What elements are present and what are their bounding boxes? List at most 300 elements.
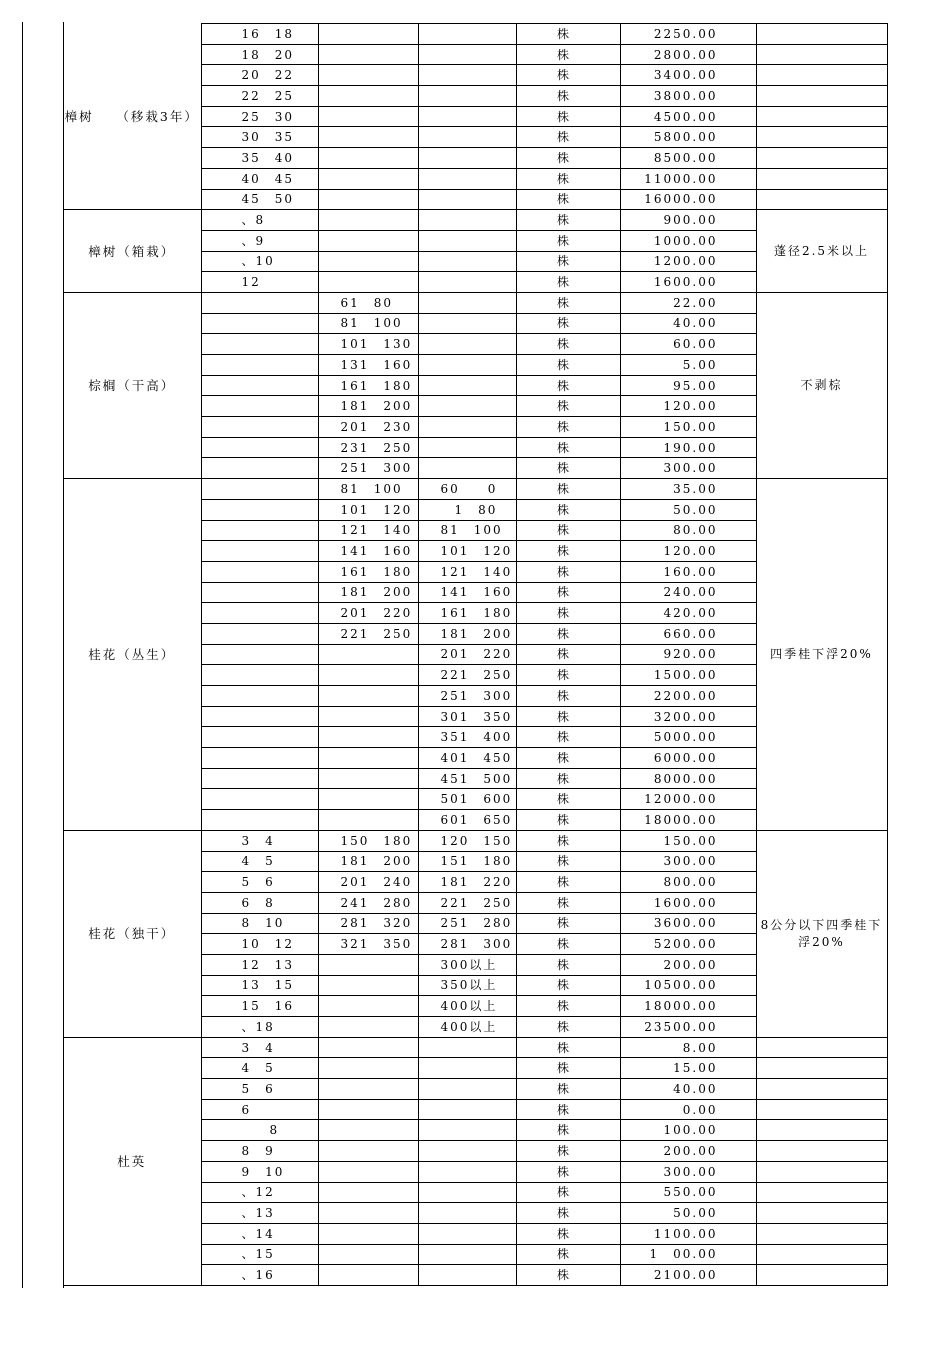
price-cell: 23500.00 [620,1017,756,1038]
price-cell: 2200.00 [620,686,756,707]
spec-cell: 、16 [201,1265,318,1286]
unit-cell: 株 [516,810,620,831]
spec-cell [201,748,318,769]
unit-cell: 株 [516,210,620,231]
price-table-body [63,24,887,1286]
note-cell: 8公分以下四季桂下浮20% [756,830,887,1037]
note-cell [756,1037,887,1058]
height1-cell [318,1244,418,1265]
height2-cell: 181 220 [418,872,516,893]
unit-cell: 株 [516,1141,620,1162]
height1-cell: 281 320 [318,913,418,934]
unit-cell: 株 [516,1079,620,1100]
height2-cell: 151 180 [418,851,516,872]
height1-cell: 121 140 [318,520,418,541]
height2-cell: 251 300 [418,686,516,707]
note-cell [756,168,887,189]
unit-cell: 株 [516,748,620,769]
spec-cell: 、8 [201,210,318,231]
unit-cell: 株 [516,582,620,603]
height1-cell [318,706,418,727]
price-cell: 60.00 [620,334,756,355]
unit-cell: 株 [516,1161,620,1182]
spec-cell: 6 [201,1099,318,1120]
price-cell: 5800.00 [620,127,756,148]
unit-cell: 株 [516,86,620,107]
spec-cell [201,417,318,438]
unit-cell: 株 [516,313,620,334]
unit-cell: 株 [516,44,620,65]
unit-cell: 株 [516,292,620,313]
unit-cell: 株 [516,872,620,893]
note-cell [756,106,887,127]
spec-cell [201,623,318,644]
height1-cell [318,1099,418,1120]
unit-cell: 株 [516,1244,620,1265]
height1-cell [318,748,418,769]
unit-cell: 株 [516,230,620,251]
height1-cell [318,1017,418,1038]
height2-cell: 400以上 [418,1017,516,1038]
height2-cell: 161 180 [418,603,516,624]
height2-cell [418,106,516,127]
outer-border-line [22,22,23,1288]
price-cell: 550.00 [620,1182,756,1203]
table-row [63,1037,887,1058]
height2-cell [418,458,516,479]
height2-cell [418,313,516,334]
price-cell: 200.00 [620,1141,756,1162]
price-cell: 920.00 [620,644,756,665]
price-cell: 3600.00 [620,913,756,934]
spec-cell: 、9 [201,230,318,251]
table-row [63,24,887,45]
note-cell [756,189,887,210]
group-name-cell: 棕榈（干高） [63,292,201,478]
spec-cell: 4 5 [201,851,318,872]
unit-cell: 株 [516,1203,620,1224]
unit-cell: 株 [516,892,620,913]
height1-cell [318,1203,418,1224]
spec-cell [201,686,318,707]
height1-cell [318,127,418,148]
unit-cell: 株 [516,644,620,665]
price-cell: 420.00 [620,603,756,624]
spec-cell [201,727,318,748]
height1-cell [318,44,418,65]
unit-cell: 株 [516,1058,620,1079]
height1-cell [318,996,418,1017]
price-cell: 8500.00 [620,148,756,169]
price-cell: 3800.00 [620,86,756,107]
unit-cell: 株 [516,272,620,293]
spec-cell: 40 45 [201,168,318,189]
group-name-cell: 樟树 （移栽3年） [63,24,201,210]
spec-cell: 30 35 [201,127,318,148]
price-cell: 1100.00 [620,1223,756,1244]
unit-cell: 株 [516,851,620,872]
price-cell: 35.00 [620,479,756,500]
price-cell: 50.00 [620,1203,756,1224]
price-cell: 12000.00 [620,789,756,810]
unit-cell: 株 [516,1120,620,1141]
height1-cell: 161 180 [318,561,418,582]
height2-cell [418,210,516,231]
height2-cell [418,168,516,189]
height2-cell [418,1037,516,1058]
unit-cell: 株 [516,706,620,727]
price-cell: 160.00 [620,561,756,582]
height2-cell [418,1182,516,1203]
spec-cell: 12 [201,272,318,293]
note-cell [756,1058,887,1079]
height2-cell [418,251,516,272]
height1-cell [318,1265,418,1286]
unit-cell: 株 [516,499,620,520]
spec-cell [201,292,318,313]
note-cell [756,1161,887,1182]
height1-cell: 61 80 [318,292,418,313]
price-cell: 4500.00 [620,106,756,127]
height2-cell: 201 220 [418,644,516,665]
unit-cell: 株 [516,355,620,376]
height2-cell: 60 0 [418,479,516,500]
price-cell: 5.00 [620,355,756,376]
table-row [63,210,887,231]
note-cell [756,1203,887,1224]
height2-cell [418,396,516,417]
unit-cell: 株 [516,65,620,86]
height2-cell [418,355,516,376]
height1-cell: 321 350 [318,934,418,955]
height1-cell [318,665,418,686]
height1-cell: 81 100 [318,313,418,334]
height2-cell: 451 500 [418,768,516,789]
height1-cell [318,272,418,293]
spec-cell: 45 50 [201,189,318,210]
height2-cell: 251 280 [418,913,516,934]
unit-cell: 株 [516,479,620,500]
spec-cell [201,644,318,665]
height1-cell: 181 200 [318,851,418,872]
height2-cell [418,148,516,169]
unit-cell: 株 [516,1182,620,1203]
spec-cell [201,396,318,417]
spec-cell [201,561,318,582]
spec-cell: 3 4 [201,1037,318,1058]
height1-cell [318,86,418,107]
note-cell [756,1099,887,1120]
height1-cell: 161 180 [318,375,418,396]
table-row [63,292,887,313]
price-cell: 11000.00 [620,168,756,189]
spec-cell: 8 10 [201,913,318,934]
spec-cell: 6 8 [201,892,318,913]
height2-cell: 221 250 [418,892,516,913]
spec-cell: 、18 [201,1017,318,1038]
height1-cell [318,1182,418,1203]
height2-cell [418,127,516,148]
spec-cell: 20 22 [201,65,318,86]
height2-cell [418,24,516,45]
price-cell: 18000.00 [620,810,756,831]
unit-cell: 株 [516,665,620,686]
price-cell: 800.00 [620,872,756,893]
spec-cell: 5 6 [201,1079,318,1100]
height2-cell [418,65,516,86]
note-cell: 蓬径2.5米以上 [756,210,887,293]
unit-cell: 株 [516,458,620,479]
spec-cell [201,313,318,334]
height1-cell: 201 240 [318,872,418,893]
height1-cell [318,644,418,665]
height1-cell [318,230,418,251]
unit-cell: 株 [516,1099,620,1120]
height1-cell [318,210,418,231]
spec-cell: 15 16 [201,996,318,1017]
height2-cell: 121 140 [418,561,516,582]
height2-cell [418,292,516,313]
unit-cell: 株 [516,1037,620,1058]
price-cell: 18000.00 [620,996,756,1017]
spec-cell: 12 13 [201,954,318,975]
spec-cell [201,458,318,479]
spec-cell: 4 5 [201,1058,318,1079]
unit-cell: 株 [516,789,620,810]
spec-cell [201,479,318,500]
height1-cell [318,106,418,127]
height1-cell: 81 100 [318,479,418,500]
table-row [63,830,887,851]
height1-cell [318,789,418,810]
price-cell: 1600.00 [620,892,756,913]
height2-cell [418,44,516,65]
height2-cell: 300以上 [418,954,516,975]
spec-cell: 、12 [201,1182,318,1203]
unit-cell: 株 [516,106,620,127]
price-cell: 40.00 [620,1079,756,1100]
price-cell: 8000.00 [620,768,756,789]
spec-cell [201,789,318,810]
height1-cell [318,768,418,789]
spec-cell: 9 10 [201,1161,318,1182]
unit-cell: 株 [516,727,620,748]
table-row [63,479,887,500]
price-cell: 100.00 [620,1120,756,1141]
price-cell: 2800.00 [620,44,756,65]
height1-cell: 150 180 [318,830,418,851]
unit-cell: 株 [516,768,620,789]
spec-cell [201,334,318,355]
height1-cell [318,1141,418,1162]
height1-cell [318,975,418,996]
unit-cell: 株 [516,520,620,541]
group-name-cell: 樟树（箱栽） [63,210,201,293]
price-cell: 1500.00 [620,665,756,686]
height1-cell [318,65,418,86]
note-cell [756,24,887,45]
price-cell: 300.00 [620,851,756,872]
price-cell: 2250.00 [620,24,756,45]
spec-cell: 13 15 [201,975,318,996]
unit-cell: 株 [516,830,620,851]
price-cell: 300.00 [620,1161,756,1182]
height1-cell [318,727,418,748]
price-cell: 22.00 [620,292,756,313]
note-cell [756,148,887,169]
price-cell: 80.00 [620,520,756,541]
height1-cell: 181 200 [318,396,418,417]
height1-cell [318,1223,418,1244]
unit-cell: 株 [516,1265,620,1286]
height1-cell [318,168,418,189]
unit-cell: 株 [516,996,620,1017]
group-name-cell: 桂花（丛生） [63,479,201,831]
spec-cell: 、13 [201,1203,318,1224]
spec-cell: 5 6 [201,872,318,893]
height2-cell: 181 200 [418,623,516,644]
unit-cell: 株 [516,334,620,355]
height2-cell [418,437,516,458]
spec-cell [201,437,318,458]
price-cell: 5200.00 [620,934,756,955]
height1-cell [318,189,418,210]
height1-cell [318,1079,418,1100]
note-cell: 四季桂下浮20% [756,479,887,831]
height1-cell: 201 220 [318,603,418,624]
price-cell: 120.00 [620,541,756,562]
height2-cell: 101 120 [418,541,516,562]
spec-cell: 、15 [201,1244,318,1265]
price-cell: 660.00 [620,623,756,644]
note-cell [756,1244,887,1265]
spec-cell: 、10 [201,251,318,272]
unit-cell: 株 [516,251,620,272]
price-cell: 3200.00 [620,706,756,727]
height1-cell [318,251,418,272]
height1-cell [318,810,418,831]
spec-cell [201,768,318,789]
height2-cell [418,1223,516,1244]
height1-cell [318,24,418,45]
note-cell [756,1079,887,1100]
height1-cell [318,1161,418,1182]
spec-cell [201,706,318,727]
unit-cell: 株 [516,168,620,189]
group-name-cell: 桂花（独干） [63,830,201,1037]
price-cell: 2100.00 [620,1265,756,1286]
price-cell: 300.00 [620,458,756,479]
height2-cell: 350以上 [418,975,516,996]
note-cell [756,65,887,86]
price-cell: 8.00 [620,1037,756,1058]
unit-cell: 株 [516,913,620,934]
height2-cell [418,272,516,293]
unit-cell: 株 [516,686,620,707]
price-cell: 95.00 [620,375,756,396]
price-cell: 3400.00 [620,65,756,86]
spec-cell: 3 4 [201,830,318,851]
note-cell [756,1223,887,1244]
unit-cell: 株 [516,954,620,975]
height2-cell [418,1099,516,1120]
height1-cell [318,954,418,975]
height2-cell: 1 80 [418,499,516,520]
unit-cell: 株 [516,189,620,210]
price-cell: 1 00.00 [620,1244,756,1265]
height2-cell [418,189,516,210]
height1-cell: 131 160 [318,355,418,376]
price-cell: 5000.00 [620,727,756,748]
height2-cell: 601 650 [418,810,516,831]
height1-cell: 181 200 [318,582,418,603]
price-cell: 240.00 [620,582,756,603]
note-cell: 不剥棕 [756,292,887,478]
height2-cell: 401 450 [418,748,516,769]
group-name-cell: 杜英 [63,1037,201,1285]
unit-cell: 株 [516,603,620,624]
spec-cell: 8 9 [201,1141,318,1162]
price-cell: 1600.00 [620,272,756,293]
height2-cell [418,1079,516,1100]
price-cell: 120.00 [620,396,756,417]
note-cell [756,1182,887,1203]
height2-cell [418,417,516,438]
note-cell [756,86,887,107]
height2-cell: 81 100 [418,520,516,541]
unit-cell: 株 [516,396,620,417]
note-cell [756,1265,887,1286]
height1-cell [318,1120,418,1141]
spec-cell: 10 12 [201,934,318,955]
spec-cell [201,355,318,376]
spec-cell [201,582,318,603]
spec-cell: 22 25 [201,86,318,107]
unit-cell: 株 [516,1223,620,1244]
spec-cell: 16 18 [201,24,318,45]
height2-cell [418,1058,516,1079]
unit-cell: 株 [516,127,620,148]
unit-cell: 株 [516,148,620,169]
height2-cell: 221 250 [418,665,516,686]
spec-cell: 35 40 [201,148,318,169]
height1-cell: 141 160 [318,541,418,562]
height2-cell [418,334,516,355]
height2-cell [418,1244,516,1265]
price-cell: 200.00 [620,954,756,975]
height2-cell: 301 350 [418,706,516,727]
height2-cell [418,375,516,396]
height1-cell: 101 120 [318,499,418,520]
price-cell: 1000.00 [620,230,756,251]
height1-cell [318,686,418,707]
spec-cell: 8 [201,1120,318,1141]
spec-cell [201,541,318,562]
price-cell: 16000.00 [620,189,756,210]
price-cell: 150.00 [620,417,756,438]
spec-cell: 18 20 [201,44,318,65]
unit-cell: 株 [516,375,620,396]
height2-cell: 281 300 [418,934,516,955]
price-cell: 900.00 [620,210,756,231]
note-cell [756,1141,887,1162]
height2-cell: 400以上 [418,996,516,1017]
price-cell: 40.00 [620,313,756,334]
height2-cell [418,1120,516,1141]
height2-cell: 120 150 [418,830,516,851]
unit-cell: 株 [516,541,620,562]
height1-cell: 101 130 [318,334,418,355]
